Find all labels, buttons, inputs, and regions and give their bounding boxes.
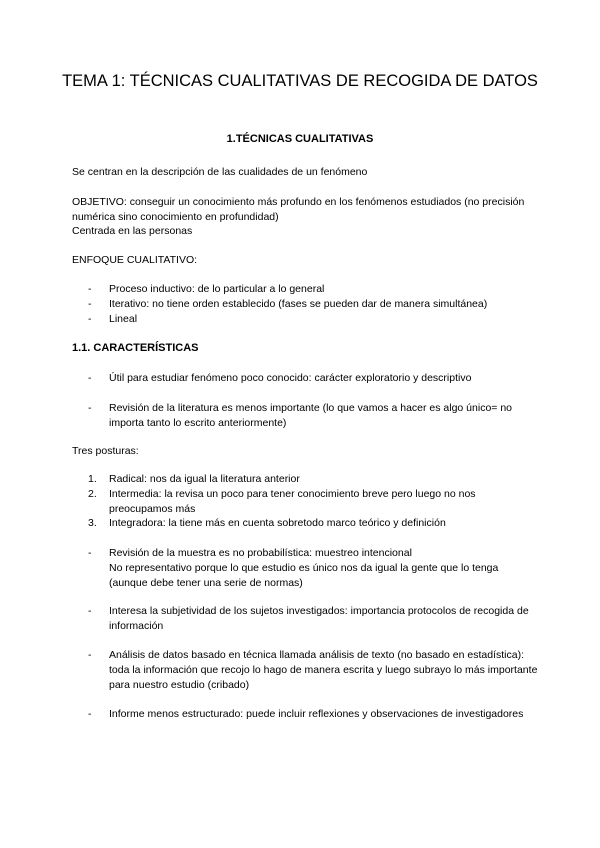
item-number: 1. (88, 473, 97, 485)
bullet-marker: - (88, 605, 92, 617)
bullet-marker: - (88, 372, 92, 384)
bullet-marker: - (88, 649, 92, 661)
bullet-marker: - (88, 298, 92, 310)
document-title: TEMA 1: TÉCNICAS CUALITATIVAS DE RECOGIDA DE DATOS (62, 72, 538, 90)
list-item: - Lineal (88, 313, 138, 325)
item-number: 3. (88, 517, 97, 529)
section-heading-tecnicas: 1.TÉCNICAS CUALITATIVAS (226, 133, 374, 145)
numbered-item: 1. Radical: nos da igual la literatura anterior (88, 473, 300, 485)
centrada-paragraph: Centrada en las personas (72, 225, 193, 237)
bullet-marker: - (88, 313, 92, 325)
enfoque-label: ENFOQUE CUALITATIVO: (72, 254, 198, 266)
section-heading-caracteristicas: 1.1. CARACTERÍSTICAS (72, 342, 199, 354)
bullet-marker: - (88, 402, 92, 414)
numbered-item: 2. Intermedia: la revisa un poco para tener conocimiento breve pero luego no nos preocupamos más (88, 488, 476, 515)
posturas-label: Tres posturas: (72, 445, 139, 457)
list-item: - Revisión de la muestra es no probabilística: muestreo intencional (88, 547, 412, 559)
list-item: - Revisión de la literatura es menos importante (lo que vamos a hacer es algo único= no importa tanto lo escrito anteriormente) (88, 402, 513, 429)
list-item-continuation: No representativo porque lo que estudio es único nos da igual la gente que lo tenga (aunque debe tener una serie de normas) (109, 562, 499, 589)
intro-paragraph: Se centran en la descripción de las cualidades de un fenómeno (72, 166, 368, 178)
list-item: - Informe menos estructurado: puede incluir reflexiones y observaciones de investigadores (88, 708, 524, 720)
list-item: - Iterativo: no tiene orden establecido (fases se pueden dar de manera simultánea) (88, 298, 488, 310)
list-item: - Interesa la subjetividad de los sujetos investigados: importancia protocolos de recogida de información (88, 605, 529, 632)
bullet-marker: - (88, 283, 92, 295)
bullet-marker: - (88, 708, 92, 720)
list-item: - Útil para estudiar fenómeno poco conocido: carácter exploratorio y descriptivo (88, 372, 472, 384)
numbered-item: 3. Integradora: la tiene más en cuenta sobretodo marco teórico y definición (88, 517, 446, 529)
item-number: 2. (88, 488, 97, 500)
bullet-marker: - (88, 547, 92, 559)
objetivo-paragraph: OBJETIVO: conseguir un conocimiento más profundo en los fenómenos estudiados (no precisión numérica sino conocimiento en profundidad) (72, 196, 525, 223)
list-item: - Proceso inductivo: de lo particular a lo general (88, 283, 325, 295)
list-item: - Análisis de datos basado en técnica llamada análisis de texto (no basado en estadística): toda la información que recojo lo hago de manera escrita y luego subrayo lo más importante para nuestro estudio (cribado) (88, 649, 538, 691)
